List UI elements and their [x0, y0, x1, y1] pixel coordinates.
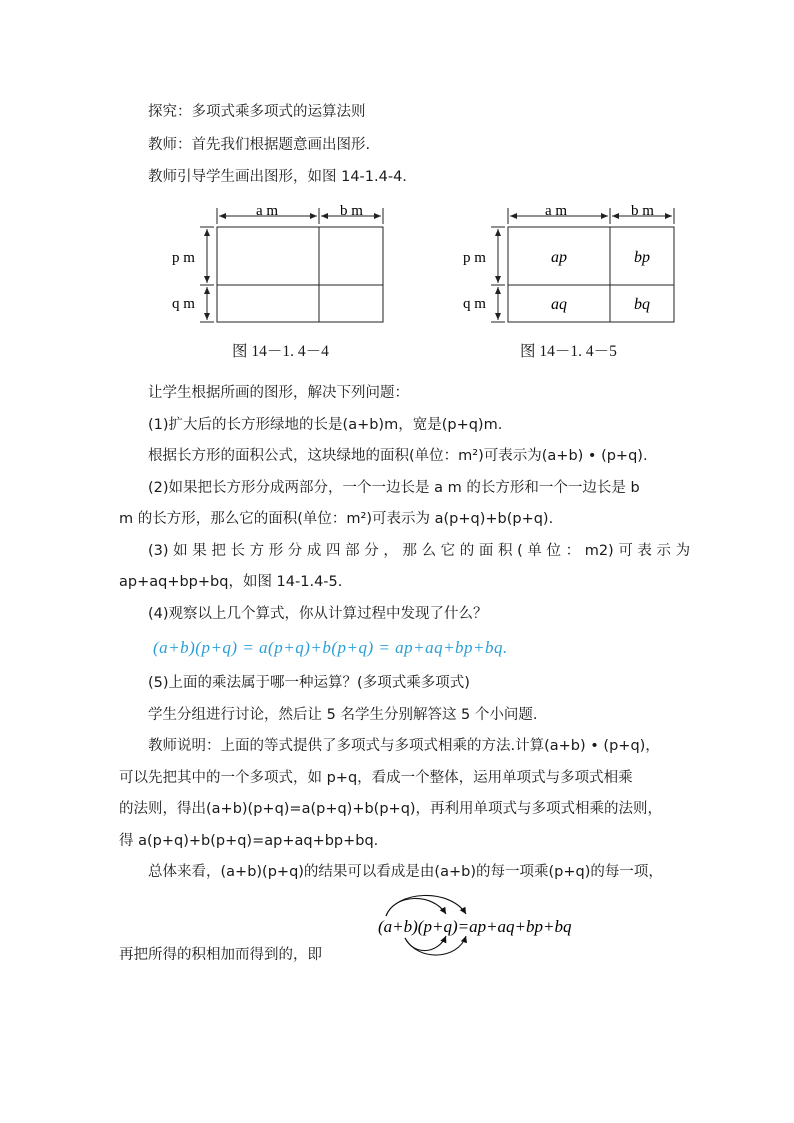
text-line: (4)观察以上几个算式，你从计算过程中发现了什么？: [148, 606, 488, 622]
caption-fig1: 图 14－1. 4－4: [232, 343, 329, 360]
formula-expansion: (a+b)(p+q) = a(p+q)+b(p+q) = ap+aq+bp+bq.: [153, 638, 508, 657]
text-line: 再把所得的积相加而得到的，即: [119, 947, 322, 963]
label-p-m: p m: [172, 250, 195, 266]
heading-explore: 探究：多项式乘多项式的运算法则: [148, 104, 366, 120]
label-b-m: b m: [631, 203, 654, 219]
text-line: 可以先把其中的一个多项式，如 p+q，看成一个整体，运用单项式与多项式相乘: [119, 770, 633, 786]
text-line: (5)上面的乘法属于哪一种运算？(多项式乘多项式): [148, 675, 470, 691]
text-line: (1)扩大后的长方形绿地的长是(a+b)m，宽是(p+q)m.: [148, 417, 503, 433]
label-q-m: q m: [172, 296, 195, 312]
text-line: m 的长方形，那么它的面积(单位：m²)可表示为 a(p+q)+b(p+q).: [119, 511, 554, 527]
text-line: 得 a(p+q)+b(p+q)=ap+aq+bp+bq.: [119, 833, 379, 849]
label-p-m: p m: [463, 250, 486, 266]
label-a-m: a m: [545, 203, 568, 219]
cell-ap: ap: [551, 249, 567, 266]
svg-text:(a+b)(p+q)=ap+aq+bp+bq: [378, 917, 572, 936]
label-a-m: a m: [256, 203, 279, 219]
cell-aq: aq: [551, 296, 567, 313]
text-line: (2)如果把长方形分成两部分，一个一边长是 a m 的长方形和一个一边长是 b: [148, 480, 640, 496]
text-line: 根据长方形的面积公式，这块绿地的面积(单位：m²)可表示为(a+b) • (p+q).: [148, 448, 648, 464]
text-line: (3) 如 果 把 长 方 形 分 成 四 部 分 ， 那 么 它 的 面 积 ( 单 位 ： m2) 可 表 示 为: [148, 543, 691, 559]
cell-bp: bp: [634, 249, 650, 266]
figure-14-1-4-4: [160, 196, 390, 331]
formula-q: q: [443, 917, 452, 936]
formula-right: )=ap+aq+bp+bq: [451, 917, 572, 936]
text-line: 的法则，得出(a+b)(p+q)=a(p+q)+b(p+q)，再利用单项式与多项式相乘的法则，: [119, 801, 663, 817]
formula-plus: +: [431, 917, 444, 936]
formula-left: (a+b)(: [378, 917, 424, 936]
text-line: 学生分组进行讨论，然后让 5 名学生分别解答这 5 个小问题.: [148, 707, 538, 723]
formula-p: p: [423, 917, 432, 936]
text-line: 教师引导学生画出图形，如图 14-1.4-4.: [148, 169, 407, 185]
figure-14-1-4-5: [455, 196, 685, 331]
text-line: 总体来看，(a+b)(p+q)的结果可以看成是由(a+b)的每一项乘(p+q)的每一项，: [148, 864, 663, 880]
label-q-m: q m: [463, 296, 486, 312]
text-line: 教师说明：上面的等式提供了多项式与多项式相乘的方法.计算(a+b) • (p+q)，: [148, 738, 660, 754]
caption-fig2: 图 14－1. 4－5: [520, 343, 617, 360]
text-line: ap+aq+bp+bq，如图 14-1.4-5.: [119, 574, 343, 590]
label-b-m: b m: [340, 203, 363, 219]
cell-bq: bq: [634, 296, 650, 313]
text-line: 让学生根据所画的图形，解决下列问题：: [148, 385, 409, 401]
formula-arrows: [372, 890, 602, 960]
text-line: 教师：首先我们根据题意画出图形.: [148, 137, 371, 153]
